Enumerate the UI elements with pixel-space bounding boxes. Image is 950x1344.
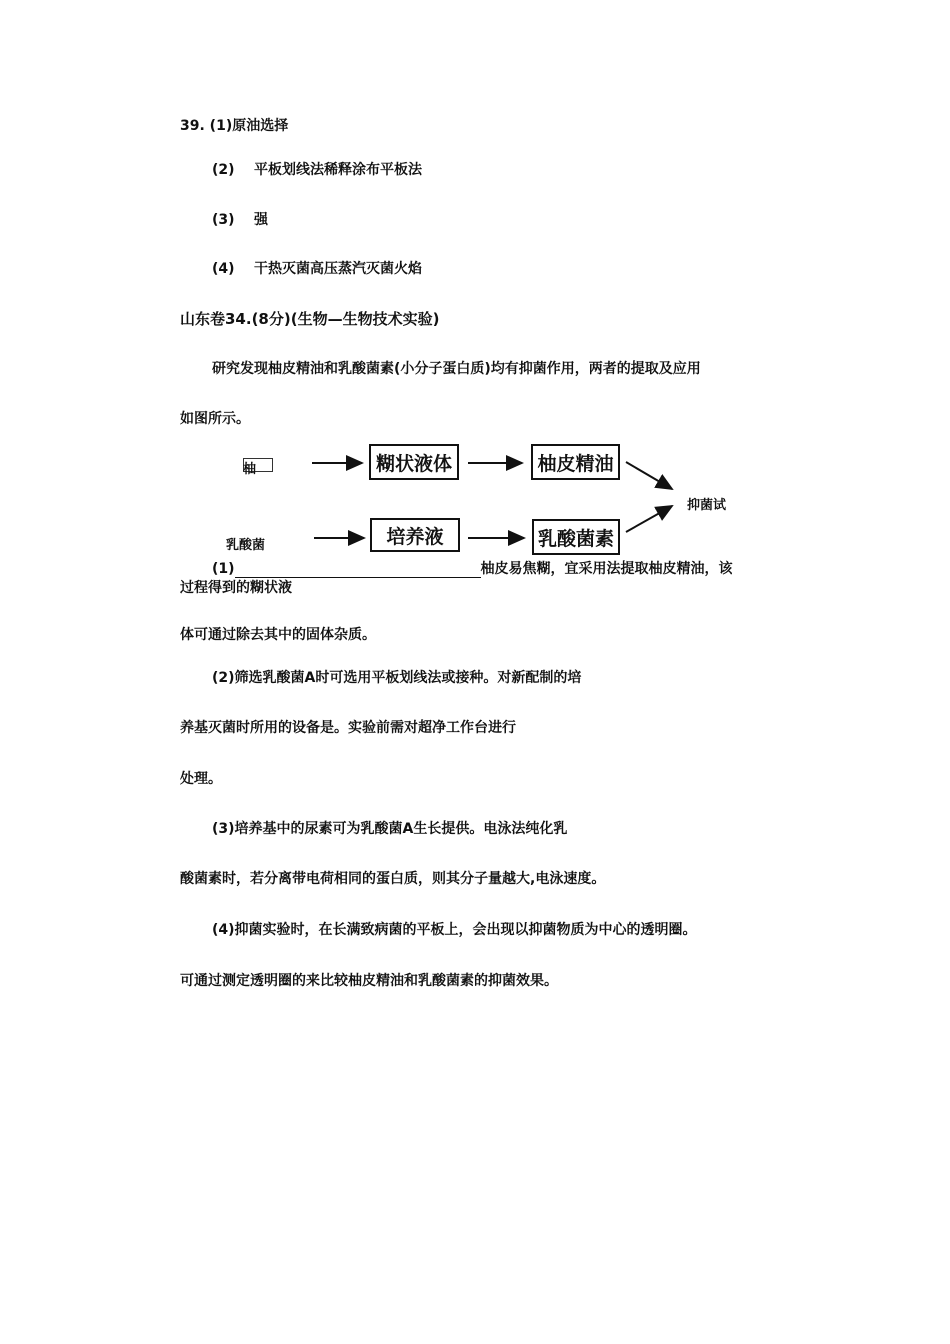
part-4-line-1: (4)抑菌实验时，在长满致病菌的平板上，会出现以抑菌物质为中心的透明圈。 [212,922,697,938]
question-intro-line-2: 如图所示。 [180,411,250,427]
question-intro-line-1: 研究发现柚皮精油和乳酸菌素(小分子蛋白质)均有抑菌作用，两者的提取及应用 [212,361,701,377]
answer-part-3-number: (3) [212,212,235,228]
part-1-line-3: 体可通过除去其中的固体杂质。 [180,627,376,643]
question-header: 山东卷34.(8分)(生物—生物技术实验) [180,310,440,328]
answer-39-part-1: 39. (1)原油选择 [180,118,289,134]
part-3-line-2: 酸菌素时，若分离带电荷相同的蛋白质，则其分子量越大,电泳速度。 [180,871,606,887]
diagram-arrows [0,0,950,600]
part-2-line-2: 养基灭菌时所用的设备是。实验前需对超净工作台进行 [180,720,516,736]
answer-part-4-number: (4) [212,261,235,277]
part-1-blank [235,563,481,578]
part-2-line-3: 处理。 [180,771,222,787]
part-4-line-2: 可通过测定透明圈的来比较柚皮精油和乳酸菌素的抑菌效果。 [180,973,558,989]
box-nisin: 乳酸菌素 [532,519,620,555]
answer-part-2-number: (2) [212,162,235,178]
part-1-line-2: 过程得到的糊状液 [180,580,292,596]
box-pomelo-oil: 柚皮精油 [531,444,620,480]
part-1-number: (1) [212,561,235,577]
part-1-line-1 [212,558,733,578]
answer-part-3-text: 强 [254,212,268,228]
part-2-line-1: (2)筛选乳酸菌A时可选用平板划线法或接种。对新配制的培 [212,670,582,686]
part-3-line-1: (3)培养基中的尿素可为乳酸菌A生长提供。电泳法纯化乳 [212,821,568,837]
source-label-top: 柚 [243,462,257,477]
box-paste-liquid: 糊状液体 [369,444,459,480]
target-label: 抑菌试 [687,498,727,513]
source-label-bottom: 乳酸菌 [226,538,266,553]
arrow-oil-to-target [626,462,672,489]
arrow-nisin-to-target [626,506,672,532]
answer-part-2-text: 平板划线法稀释涂布平板法 [254,162,422,178]
part-1-text: 柚皮易焦糊，宜采用法提取柚皮精油，该 [480,561,733,577]
answer-part-4-text: 干热灭菌高压蒸汽灭菌火焰 [254,261,422,277]
box-culture-liquid: 培养液 [370,518,460,552]
